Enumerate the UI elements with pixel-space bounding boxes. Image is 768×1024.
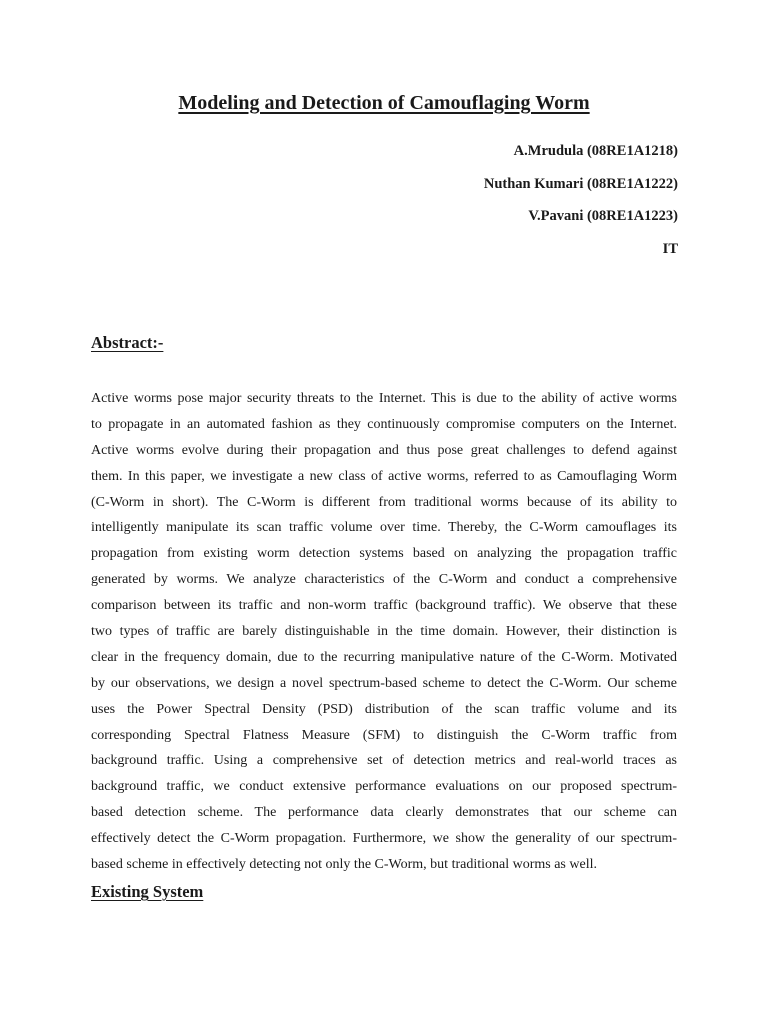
abstract-line: them. In this paper, we investigate a new class of active worms, referred to as Camouflaging Worm [91, 468, 677, 484]
abstract-line: uses the Power Spectral Density (PSD) distribution of the scan traffic volume and its [91, 701, 677, 717]
abstract-paragraph [91, 386, 677, 878]
abstract-line: corresponding Spectral Flatness Measure (SFM) to distinguish the C-Worm traffic from [91, 727, 677, 743]
abstract-line: generated by worms. We analyze characteristics of the C-Worm and conduct a comprehensive [91, 572, 677, 588]
abstract-line: background traffic, we conduct extensive performance evaluations on our proposed spectrum- [91, 779, 677, 795]
abstract-line: effectively detect the C-Worm propagation. Furthermore, we show the generality of our spectrum- [91, 831, 677, 847]
existing-system-heading: Existing System [91, 882, 204, 901]
abstract-line: by our observations, we design a novel spectrum-based scheme to detect the C-Worm. Our scheme [91, 675, 677, 691]
abstract-line: intelligently manipulate its scan traffic volume over time. Thereby, the C-Worm camouflages its [91, 520, 677, 536]
abstract-line: clear in the frequency domain, due to the recurring manipulative nature of the C-Worm. Motivated [91, 649, 677, 665]
abstract-line: based detection scheme. The performance data clearly demonstrates that our scheme can [91, 805, 677, 821]
author-line: V.Pavani (08RE1A1223) [528, 208, 678, 224]
abstract-heading: Abstract:- [91, 333, 164, 352]
department-line: IT [662, 240, 678, 257]
author-line: A.Mrudula (08RE1A1218) [513, 143, 678, 159]
abstract-line: two types of traffic are barely distinguishable in the time domain. However, their distinction is [91, 624, 677, 640]
abstract-line: background traffic. Using a comprehensive set of detection metrics and real-world traces as [91, 753, 677, 769]
author-block [484, 142, 678, 272]
abstract-line: propagation from existing worm detection systems based on analyzing the propagation traffic [91, 546, 677, 562]
abstract-line: Active worms pose major security threats to the Internet. This is due to the ability of active worms [91, 391, 677, 406]
abstract-line: comparison between its traffic and non-worm traffic (background traffic). We observe that these [91, 598, 677, 614]
abstract-line: (C-Worm in short). The C-Worm is different from traditional worms because of its ability to [91, 494, 677, 510]
abstract-line: Active worms evolve during their propagation and thus pose great challenges to defend against [91, 442, 677, 458]
abstract-line: to propagate in an automated fashion as they continuously compromise computers on the Internet. [91, 416, 677, 432]
abstract-line: based scheme in effectively detecting not only the C-Worm, but traditional worms as well. [91, 857, 597, 873]
author-line: Nuthan Kumari (08RE1A1222) [483, 175, 678, 192]
document-title: Modeling and Detection of Camouflaging Worm [178, 92, 590, 114]
